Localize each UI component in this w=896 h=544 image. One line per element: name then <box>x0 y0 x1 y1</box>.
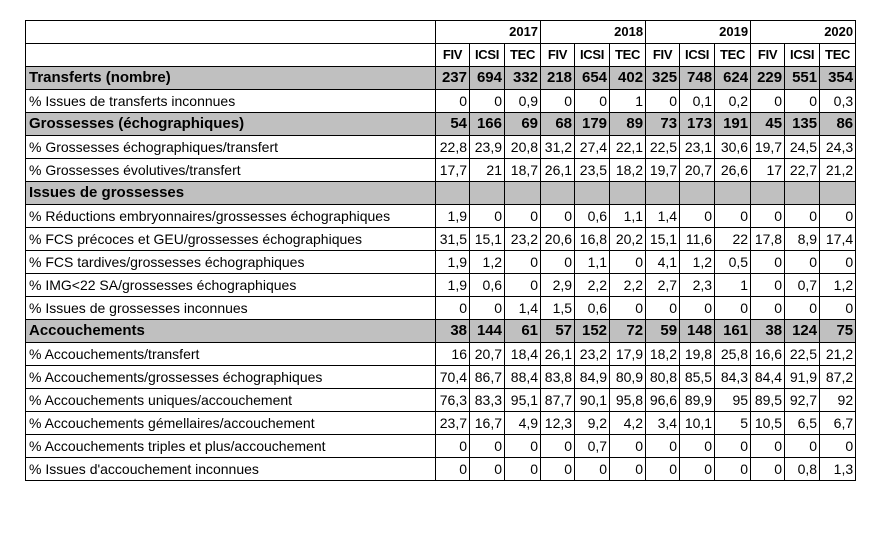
col-icsi: ICSI <box>785 44 820 67</box>
corner-cell-2 <box>26 44 436 67</box>
row-label: % Issues de transferts inconnues <box>26 90 436 113</box>
value-cell: 0 <box>785 297 820 320</box>
row-label: % Grossesses échographiques/transfert <box>26 136 436 159</box>
value-cell: 17,8 <box>751 228 785 251</box>
row-label: % Accouchements triples et plus/accouchement <box>26 435 436 458</box>
value-cell: 87,7 <box>541 389 575 412</box>
value-cell: 0,8 <box>785 458 820 481</box>
value-cell: 17,9 <box>610 343 646 366</box>
value-cell: 325 <box>646 67 680 90</box>
value-cell: 61 <box>505 320 541 343</box>
year-2018: 2018 <box>541 21 646 44</box>
value-cell: 20,8 <box>505 136 541 159</box>
value-cell: 16 <box>436 343 470 366</box>
value-cell: 72 <box>610 320 646 343</box>
row-label: Grossesses (échographiques) <box>26 113 436 136</box>
value-cell <box>715 182 751 205</box>
value-cell: 0 <box>751 274 785 297</box>
value-cell: 624 <box>715 67 751 90</box>
value-cell: 23,5 <box>575 159 610 182</box>
value-cell: 0 <box>541 458 575 481</box>
value-cell: 95,1 <box>505 389 541 412</box>
col-fiv: FIV <box>751 44 785 67</box>
value-cell: 0 <box>436 90 470 113</box>
table-row <box>26 274 856 297</box>
value-cell: 0 <box>646 297 680 320</box>
row-label: % Issues de grossesses inconnues <box>26 297 436 320</box>
value-cell: 19,7 <box>751 136 785 159</box>
value-cell: 18,4 <box>505 343 541 366</box>
value-cell: 19,7 <box>646 159 680 182</box>
value-cell: 54 <box>436 113 470 136</box>
value-cell <box>820 182 856 205</box>
value-cell: 80,8 <box>646 366 680 389</box>
value-cell: 30,6 <box>715 136 751 159</box>
value-cell: 2,7 <box>646 274 680 297</box>
value-cell: 0 <box>820 297 856 320</box>
value-cell <box>610 182 646 205</box>
value-cell <box>505 182 541 205</box>
value-cell: 0 <box>505 251 541 274</box>
value-cell: 354 <box>820 67 856 90</box>
value-cell: 86 <box>820 113 856 136</box>
value-cell: 166 <box>470 113 505 136</box>
value-cell: 1 <box>715 274 751 297</box>
col-icsi: ICSI <box>470 44 505 67</box>
value-cell: 16,6 <box>751 343 785 366</box>
value-cell: 83,8 <box>541 366 575 389</box>
value-cell: 0 <box>751 435 785 458</box>
row-label: Transferts (nombre) <box>26 67 436 90</box>
value-cell: 0 <box>680 458 715 481</box>
value-cell: 31,5 <box>436 228 470 251</box>
row-label: Accouchements <box>26 320 436 343</box>
value-cell: 748 <box>680 67 715 90</box>
row-label: % Accouchements uniques/accouchement <box>26 389 436 412</box>
value-cell: 15,1 <box>646 228 680 251</box>
value-cell: 26,1 <box>541 159 575 182</box>
value-cell: 69 <box>505 113 541 136</box>
value-cell: 0 <box>751 251 785 274</box>
table-row <box>26 389 856 412</box>
value-cell: 84,4 <box>751 366 785 389</box>
row-label: % Accouchements gémellaires/accouchement <box>26 412 436 435</box>
technique-header-row <box>26 44 856 67</box>
value-cell: 1,1 <box>610 205 646 228</box>
year-header-row <box>26 21 856 44</box>
value-cell: 84,3 <box>715 366 751 389</box>
value-cell: 0 <box>785 90 820 113</box>
value-cell: 17 <box>751 159 785 182</box>
value-cell: 20,6 <box>541 228 575 251</box>
value-cell: 83,3 <box>470 389 505 412</box>
value-cell <box>680 182 715 205</box>
value-cell: 0 <box>715 205 751 228</box>
value-cell <box>541 182 575 205</box>
value-cell: 551 <box>785 67 820 90</box>
value-cell: 95 <box>715 389 751 412</box>
value-cell: 0 <box>436 297 470 320</box>
value-cell: 0 <box>751 297 785 320</box>
value-cell: 9,2 <box>575 412 610 435</box>
value-cell: 1,9 <box>436 274 470 297</box>
value-cell: 0,6 <box>470 274 505 297</box>
value-cell: 22,5 <box>646 136 680 159</box>
table-row <box>26 228 856 251</box>
table-row <box>26 205 856 228</box>
value-cell: 654 <box>575 67 610 90</box>
value-cell: 38 <box>436 320 470 343</box>
value-cell: 16,7 <box>470 412 505 435</box>
col-icsi: ICSI <box>680 44 715 67</box>
value-cell: 0,5 <box>715 251 751 274</box>
value-cell: 0 <box>751 458 785 481</box>
value-cell: 84,9 <box>575 366 610 389</box>
value-cell: 85,5 <box>680 366 715 389</box>
value-cell: 0 <box>505 274 541 297</box>
col-tec: TEC <box>715 44 751 67</box>
value-cell: 0 <box>715 458 751 481</box>
value-cell: 18,2 <box>646 343 680 366</box>
value-cell: 23,9 <box>470 136 505 159</box>
value-cell: 0,1 <box>680 90 715 113</box>
value-cell: 23,2 <box>505 228 541 251</box>
value-cell: 11,6 <box>680 228 715 251</box>
value-cell: 4,1 <box>646 251 680 274</box>
value-cell <box>785 182 820 205</box>
value-cell: 95,8 <box>610 389 646 412</box>
value-cell: 0 <box>680 297 715 320</box>
table-row <box>26 67 856 90</box>
value-cell: 75 <box>820 320 856 343</box>
value-cell: 0 <box>715 435 751 458</box>
value-cell: 0 <box>751 90 785 113</box>
value-cell: 0,6 <box>575 205 610 228</box>
value-cell: 27,4 <box>575 136 610 159</box>
value-cell: 0,3 <box>820 90 856 113</box>
value-cell: 16,8 <box>575 228 610 251</box>
row-label: % Accouchements/grossesses échographiques <box>26 366 436 389</box>
value-cell: 23,2 <box>575 343 610 366</box>
value-cell: 26,1 <box>541 343 575 366</box>
value-cell: 0 <box>505 435 541 458</box>
row-label: % IMG<22 SA/grossesses échographiques <box>26 274 436 297</box>
value-cell: 179 <box>575 113 610 136</box>
value-cell: 0 <box>575 458 610 481</box>
value-cell: 6,5 <box>785 412 820 435</box>
value-cell: 22,7 <box>785 159 820 182</box>
value-cell: 402 <box>610 67 646 90</box>
value-cell: 0 <box>470 205 505 228</box>
value-cell: 0 <box>436 458 470 481</box>
value-cell: 0,7 <box>575 435 610 458</box>
table-row <box>26 251 856 274</box>
value-cell: 0 <box>646 435 680 458</box>
value-cell: 0 <box>505 205 541 228</box>
year-2017: 2017 <box>436 21 541 44</box>
table-row <box>26 458 856 481</box>
value-cell: 22,1 <box>610 136 646 159</box>
value-cell: 0 <box>610 458 646 481</box>
value-cell: 0 <box>470 458 505 481</box>
value-cell: 22 <box>715 228 751 251</box>
value-cell: 21 <box>470 159 505 182</box>
value-cell: 24,5 <box>785 136 820 159</box>
value-cell: 0 <box>470 297 505 320</box>
value-cell: 6,7 <box>820 412 856 435</box>
value-cell: 161 <box>715 320 751 343</box>
value-cell: 0 <box>646 458 680 481</box>
value-cell: 1,9 <box>436 205 470 228</box>
value-cell: 20,7 <box>680 159 715 182</box>
year-2020: 2020 <box>751 21 856 44</box>
value-cell: 73 <box>646 113 680 136</box>
value-cell: 87,2 <box>820 366 856 389</box>
value-cell: 124 <box>785 320 820 343</box>
row-label: % Réductions embryonnaires/grossesses échographiques <box>26 205 436 228</box>
value-cell: 21,2 <box>820 343 856 366</box>
value-cell: 0,7 <box>785 274 820 297</box>
row-label: % FCS tardives/grossesses échographiques <box>26 251 436 274</box>
value-cell: 0 <box>785 251 820 274</box>
value-cell: 1,2 <box>820 274 856 297</box>
value-cell: 23,7 <box>436 412 470 435</box>
value-cell: 2,3 <box>680 274 715 297</box>
value-cell: 1 <box>610 90 646 113</box>
value-cell: 135 <box>785 113 820 136</box>
value-cell: 5 <box>715 412 751 435</box>
value-cell: 20,2 <box>610 228 646 251</box>
table-row <box>26 159 856 182</box>
value-cell: 68 <box>541 113 575 136</box>
value-cell: 89,9 <box>680 389 715 412</box>
value-cell: 12,3 <box>541 412 575 435</box>
value-cell: 17,4 <box>820 228 856 251</box>
row-label: Issues de grossesses <box>26 182 436 205</box>
value-cell: 0 <box>785 435 820 458</box>
value-cell: 0 <box>541 435 575 458</box>
value-cell: 237 <box>436 67 470 90</box>
corner-cell <box>26 21 436 44</box>
value-cell: 10,1 <box>680 412 715 435</box>
value-cell: 0,2 <box>715 90 751 113</box>
col-icsi: ICSI <box>575 44 610 67</box>
value-cell <box>470 182 505 205</box>
value-cell: 21,2 <box>820 159 856 182</box>
value-cell: 148 <box>680 320 715 343</box>
table-row <box>26 320 856 343</box>
value-cell: 0 <box>610 251 646 274</box>
value-cell: 15,1 <box>470 228 505 251</box>
row-label: % Grossesses évolutives/transfert <box>26 159 436 182</box>
value-cell: 0 <box>541 90 575 113</box>
value-cell: 0 <box>470 435 505 458</box>
value-cell: 1,2 <box>680 251 715 274</box>
value-cell: 0 <box>680 435 715 458</box>
value-cell: 1,5 <box>541 297 575 320</box>
value-cell: 10,5 <box>751 412 785 435</box>
value-cell: 90,1 <box>575 389 610 412</box>
value-cell: 191 <box>715 113 751 136</box>
ivf-results-table <box>25 20 856 481</box>
col-tec: TEC <box>505 44 541 67</box>
value-cell: 91,9 <box>785 366 820 389</box>
table-row <box>26 343 856 366</box>
value-cell: 24,3 <box>820 136 856 159</box>
value-cell: 0 <box>436 435 470 458</box>
value-cell: 1,4 <box>646 205 680 228</box>
value-cell: 2,2 <box>610 274 646 297</box>
value-cell: 0,9 <box>505 90 541 113</box>
value-cell: 144 <box>470 320 505 343</box>
value-cell: 89,5 <box>751 389 785 412</box>
value-cell: 4,2 <box>610 412 646 435</box>
value-cell: 18,7 <box>505 159 541 182</box>
table-row <box>26 136 856 159</box>
value-cell: 45 <box>751 113 785 136</box>
value-cell: 152 <box>575 320 610 343</box>
value-cell: 0 <box>610 297 646 320</box>
value-cell: 173 <box>680 113 715 136</box>
col-fiv: FIV <box>541 44 575 67</box>
value-cell: 57 <box>541 320 575 343</box>
table-row <box>26 113 856 136</box>
col-tec: TEC <box>820 44 856 67</box>
col-tec: TEC <box>610 44 646 67</box>
value-cell: 1,4 <box>505 297 541 320</box>
value-cell: 1,3 <box>820 458 856 481</box>
value-cell: 92 <box>820 389 856 412</box>
value-cell: 0 <box>610 435 646 458</box>
table-row <box>26 435 856 458</box>
value-cell <box>646 182 680 205</box>
value-cell: 31,2 <box>541 136 575 159</box>
value-cell: 38 <box>751 320 785 343</box>
value-cell: 70,4 <box>436 366 470 389</box>
value-cell: 0 <box>505 458 541 481</box>
value-cell: 59 <box>646 320 680 343</box>
row-label: % FCS précoces et GEU/grossesses échographiques <box>26 228 436 251</box>
value-cell: 2,9 <box>541 274 575 297</box>
value-cell: 19,8 <box>680 343 715 366</box>
row-label: % Accouchements/transfert <box>26 343 436 366</box>
value-cell: 0 <box>751 205 785 228</box>
value-cell: 86,7 <box>470 366 505 389</box>
col-fiv: FIV <box>436 44 470 67</box>
value-cell: 89 <box>610 113 646 136</box>
value-cell: 8,9 <box>785 228 820 251</box>
value-cell: 80,9 <box>610 366 646 389</box>
table-row <box>26 412 856 435</box>
table-row <box>26 90 856 113</box>
value-cell: 18,2 <box>610 159 646 182</box>
value-cell: 20,7 <box>470 343 505 366</box>
value-cell: 23,1 <box>680 136 715 159</box>
table-row <box>26 366 856 389</box>
value-cell: 25,8 <box>715 343 751 366</box>
value-cell <box>575 182 610 205</box>
value-cell: 0 <box>785 205 820 228</box>
value-cell: 88,4 <box>505 366 541 389</box>
value-cell: 0 <box>680 205 715 228</box>
value-cell: 22,5 <box>785 343 820 366</box>
value-cell: 2,2 <box>575 274 610 297</box>
value-cell: 0 <box>541 205 575 228</box>
value-cell: 76,3 <box>436 389 470 412</box>
value-cell: 0 <box>820 205 856 228</box>
value-cell: 0,6 <box>575 297 610 320</box>
value-cell: 4,9 <box>505 412 541 435</box>
value-cell: 1,2 <box>470 251 505 274</box>
value-cell: 0 <box>646 90 680 113</box>
value-cell: 1,9 <box>436 251 470 274</box>
row-label: % Issues d'accouchement inconnues <box>26 458 436 481</box>
table-row <box>26 182 856 205</box>
value-cell: 0 <box>715 297 751 320</box>
value-cell: 218 <box>541 67 575 90</box>
value-cell: 17,7 <box>436 159 470 182</box>
value-cell: 96,6 <box>646 389 680 412</box>
value-cell: 229 <box>751 67 785 90</box>
value-cell: 1,1 <box>575 251 610 274</box>
value-cell: 92,7 <box>785 389 820 412</box>
value-cell: 0 <box>470 90 505 113</box>
table-row <box>26 297 856 320</box>
value-cell <box>436 182 470 205</box>
col-fiv: FIV <box>646 44 680 67</box>
value-cell: 332 <box>505 67 541 90</box>
table-body <box>26 21 856 481</box>
value-cell: 3,4 <box>646 412 680 435</box>
value-cell <box>751 182 785 205</box>
year-2019: 2019 <box>646 21 751 44</box>
value-cell: 694 <box>470 67 505 90</box>
value-cell: 0 <box>820 435 856 458</box>
value-cell: 26,6 <box>715 159 751 182</box>
value-cell: 0 <box>820 251 856 274</box>
value-cell: 22,8 <box>436 136 470 159</box>
value-cell: 0 <box>575 90 610 113</box>
value-cell: 0 <box>541 251 575 274</box>
